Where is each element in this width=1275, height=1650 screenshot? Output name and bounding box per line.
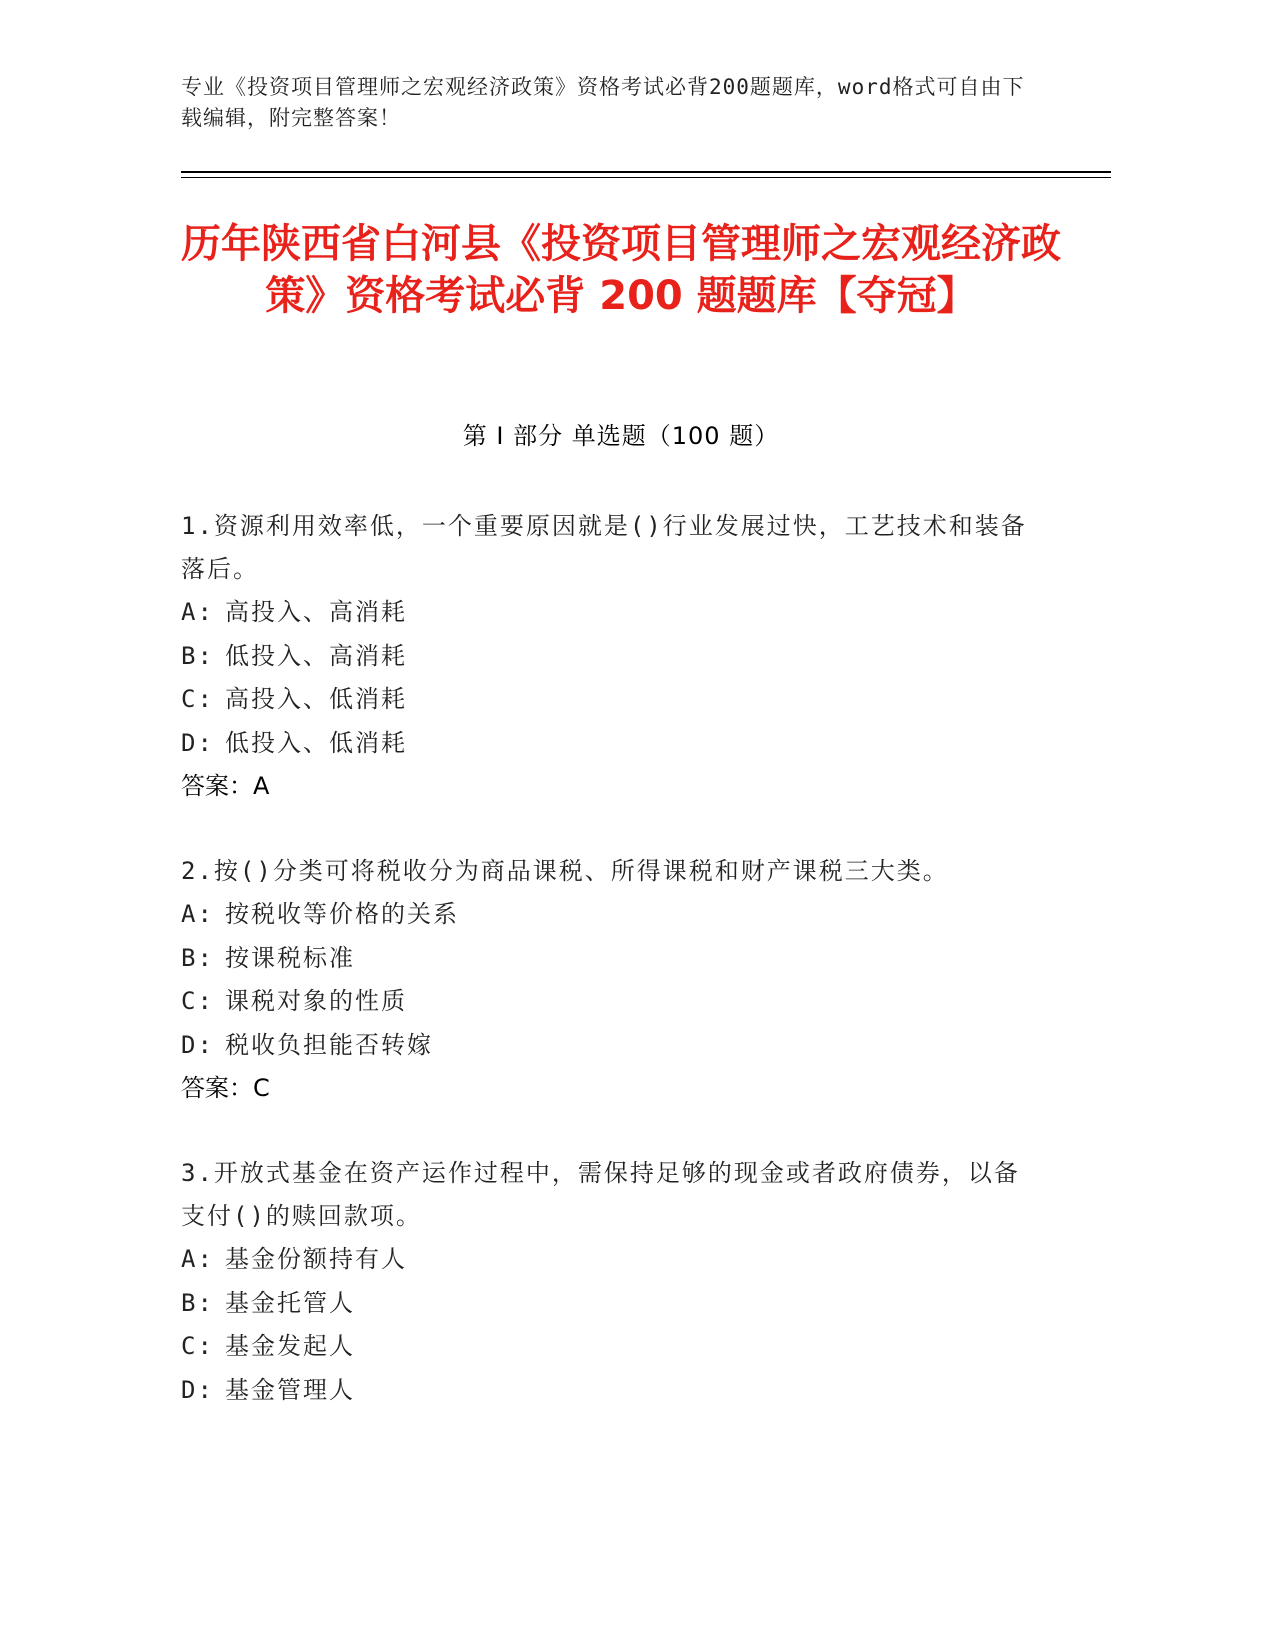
option-a	[181, 1238, 1041, 1282]
option-b	[181, 635, 1041, 679]
option-text: 税收负担能否转嫁	[225, 1030, 433, 1059]
option-letter: D:	[181, 728, 214, 757]
option-text: 高投入、高消耗	[225, 598, 407, 626]
question-stem: 2.按()分类可将税收分为商品课税、所得课税和财产课税三大类。	[181, 857, 949, 885]
option-text: 低投入、高消耗	[225, 641, 407, 670]
option-d	[181, 722, 1041, 766]
question-list	[181, 505, 1041, 1454]
option-letter: B:	[181, 1288, 214, 1317]
option-text: 基金托管人	[225, 1288, 355, 1317]
document-title: 历年陕西省白河县《投资项目管理师之宏观经济政策》资格考试必背 200 题题库【夺冠】	[181, 221, 1061, 319]
option-letter: B:	[181, 943, 214, 972]
option-letter: C:	[181, 987, 214, 1015]
option-text: 基金发起人	[225, 1332, 355, 1360]
question-stem: 3.开放式基金在资产运作过程中，需保持足够的现金或者政府债券，以备支付()的赎回款项。	[181, 1159, 1020, 1230]
option-c	[181, 678, 1041, 722]
option-letter: C:	[181, 685, 214, 713]
answer-line: 答案：A	[181, 772, 270, 800]
option-text: 低投入、低消耗	[225, 728, 407, 757]
option-text: 按税收等价格的关系	[225, 900, 459, 928]
option-text: 基金管理人	[225, 1375, 355, 1404]
option-a	[181, 893, 1041, 937]
option-text: 课税对象的性质	[225, 987, 407, 1015]
option-letter: D:	[181, 1375, 214, 1404]
question-3	[181, 1152, 1041, 1412]
question-stem: 1.资源利用效率低，一个重要原因就是()行业发展过快，工艺技术和装备落后。	[181, 512, 1027, 583]
option-c	[181, 1325, 1041, 1369]
header-rule-thick	[181, 171, 1111, 173]
option-b	[181, 937, 1041, 981]
header-rule-thin	[181, 177, 1111, 178]
option-text: 高投入、低消耗	[225, 685, 407, 713]
header-note: 专业《投资项目管理师之宏观经济政策》资格考试必背200题题库，word格式可自由下载编辑，附完整答案！	[181, 75, 1025, 130]
option-letter: A:	[181, 900, 214, 928]
option-text: 按课税标准	[225, 943, 355, 972]
option-text: 基金份额持有人	[225, 1245, 407, 1273]
option-d	[181, 1024, 1041, 1068]
option-c	[181, 980, 1041, 1024]
question-1	[181, 505, 1041, 808]
option-d	[181, 1369, 1041, 1413]
option-letter: B:	[181, 641, 214, 670]
question-2	[181, 850, 1041, 1110]
option-letter: C:	[181, 1332, 214, 1360]
option-letter: A:	[181, 598, 214, 626]
answer-line: 答案：C	[181, 1074, 270, 1102]
option-letter: D:	[181, 1030, 214, 1059]
section-title: 第 I 部分 单选题（100 题）	[462, 422, 780, 450]
option-a	[181, 591, 1041, 635]
option-letter: A:	[181, 1245, 214, 1273]
option-b	[181, 1282, 1041, 1326]
